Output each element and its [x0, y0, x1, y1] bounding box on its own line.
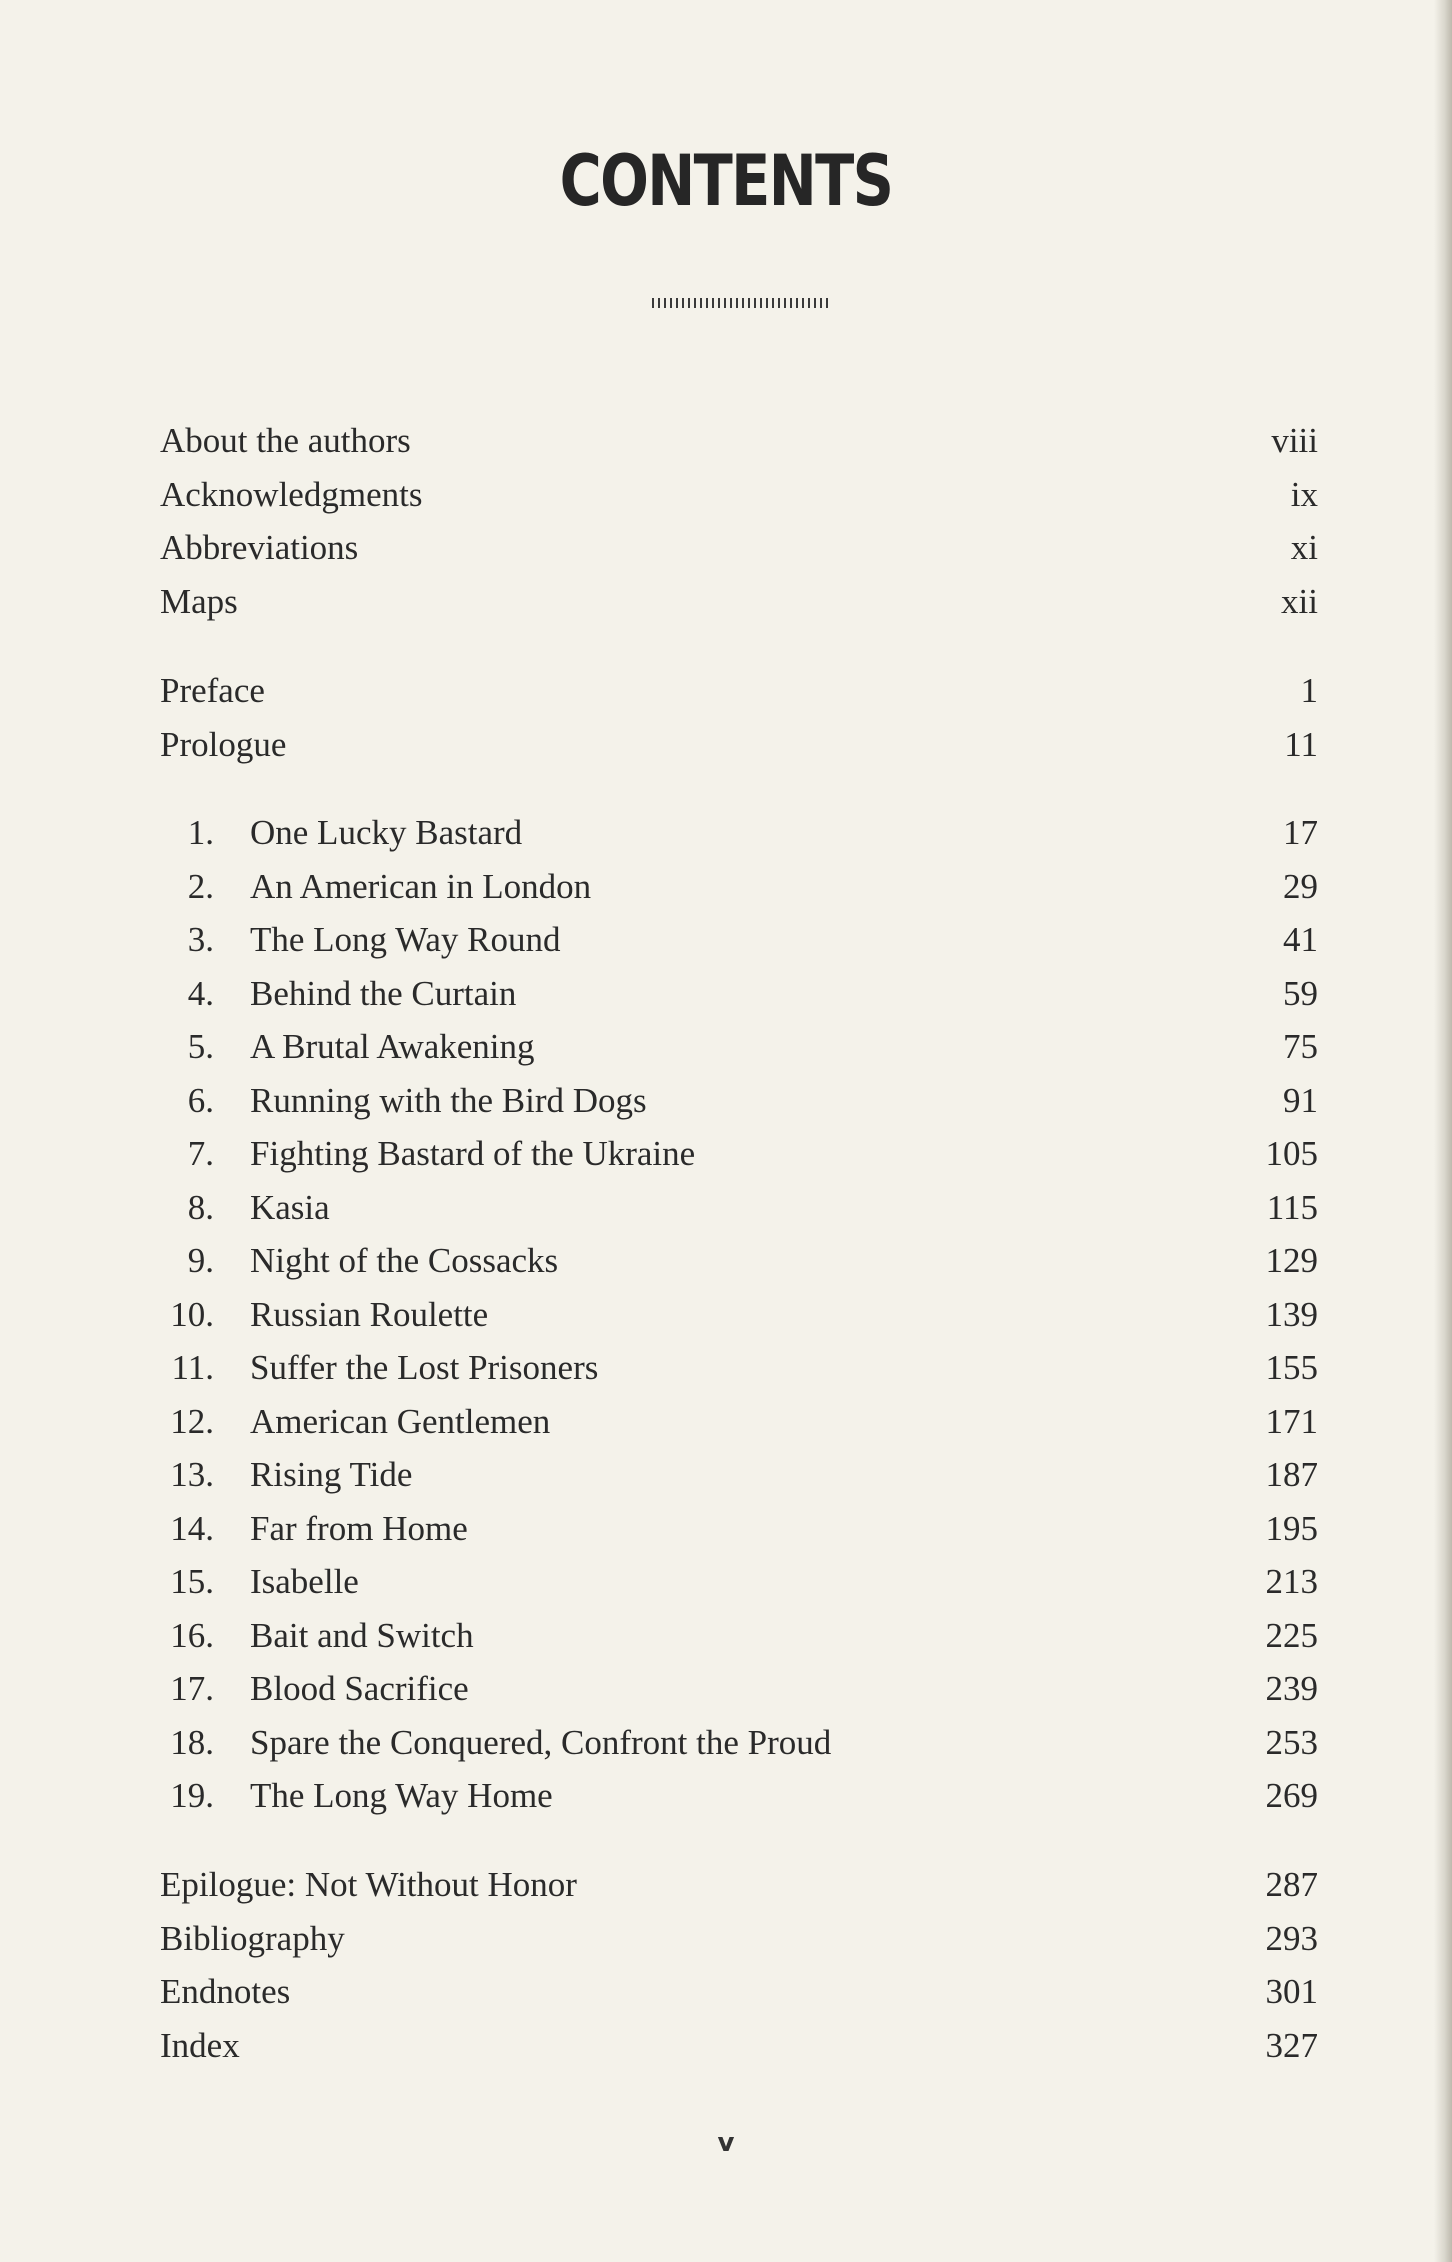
entry-title-text: Far from Home	[250, 1508, 468, 1548]
toc-entry[interactable]	[160, 1771, 1318, 1821]
chapter-number: 11.	[171, 1348, 214, 1387]
toc-entry[interactable]	[160, 1343, 1318, 1393]
toc-entry-title	[160, 470, 422, 520]
toc-entry-page: 91	[1283, 1080, 1318, 1120]
toc-entry-title	[160, 1914, 345, 1964]
chapter-number: 17.	[170, 1669, 214, 1708]
toc-entry[interactable]	[160, 1718, 1318, 1768]
toc-entry-page: 195	[1265, 1508, 1318, 1548]
toc-entry-title	[160, 2021, 240, 2071]
entry-title-text: Night of the Cossacks	[250, 1241, 559, 1280]
toc-entry-page: 225	[1265, 1615, 1318, 1655]
toc-entry[interactable]	[160, 1290, 1318, 1340]
toc-entry-page: 17	[1283, 813, 1318, 852]
toc-entry-title	[160, 1967, 290, 2017]
page-title: CONTENTS	[559, 140, 893, 222]
entry-title-text: Running with the Bird Dogs	[250, 1080, 647, 1120]
toc-entry-page: 253	[1265, 1722, 1318, 1762]
toc-entry-title	[160, 1504, 468, 1554]
title-ornament	[652, 298, 828, 308]
toc-entry-title	[160, 666, 265, 716]
entry-title-text: Preface	[160, 671, 265, 710]
toc-entry-title	[160, 1771, 553, 1821]
toc-entry-title	[160, 1129, 695, 1179]
toc-entry-page: 115	[1266, 1187, 1318, 1227]
toc-entry-title	[160, 720, 286, 770]
toc-entry-page: 327	[1265, 2025, 1318, 2065]
toc-entry-page: 129	[1265, 1241, 1318, 1280]
toc-entry[interactable]	[160, 1450, 1318, 1500]
entry-title-text: Abbreviations	[160, 528, 359, 567]
entry-title-text: Rising Tide	[250, 1455, 413, 1494]
toc-entry-title	[160, 416, 411, 466]
chapter-number: 12.	[170, 1401, 214, 1441]
entry-title-text: Index	[160, 2025, 240, 2065]
toc-entry[interactable]	[160, 720, 1318, 770]
toc-entry[interactable]	[160, 1664, 1318, 1714]
toc-entry[interactable]	[160, 969, 1318, 1019]
toc-entry-page: 29	[1283, 866, 1318, 906]
page-number: v	[717, 2128, 735, 2158]
toc-entry-page: 287	[1265, 1865, 1318, 1904]
toc-entry-page: 41	[1283, 920, 1318, 959]
entry-title-text: Endnotes	[160, 1972, 291, 2011]
chapter-number: 6.	[187, 1080, 214, 1120]
entry-title-text: Blood Sacrifice	[250, 1669, 469, 1708]
entry-title-text: Isabelle	[250, 1562, 359, 1601]
toc-entry-title	[160, 1664, 469, 1714]
toc-entry-title	[160, 1557, 359, 1607]
entry-title-text: Maps	[160, 581, 238, 621]
toc-entry[interactable]	[160, 1914, 1318, 1964]
toc-entry-title	[160, 1290, 488, 1340]
toc-entry-title	[160, 862, 591, 912]
entry-title-text: American Gentlemen	[250, 1401, 551, 1441]
toc-entry[interactable]	[160, 1557, 1318, 1607]
chapter-number: 19.	[170, 1776, 214, 1815]
page-edge	[1434, 0, 1452, 2262]
toc-entry[interactable]	[160, 2021, 1318, 2071]
toc-entry[interactable]	[160, 1504, 1318, 1554]
entry-title-text: An American in London	[250, 866, 592, 906]
toc-entry-page: 59	[1283, 973, 1318, 1013]
entry-title-text: Spare the Conquered, Confront the Proud	[250, 1722, 832, 1762]
toc-entry-page: ix	[1290, 474, 1318, 514]
entry-title-text: Kasia	[250, 1187, 330, 1227]
toc-entry[interactable]	[160, 416, 1318, 466]
toc-entry-title	[160, 523, 358, 573]
toc-entry-page: viii	[1271, 421, 1318, 460]
toc-entry[interactable]	[160, 1076, 1318, 1126]
toc-entry-page: 187	[1265, 1455, 1318, 1494]
toc-entry-page: 105	[1265, 1134, 1318, 1173]
chapter-number: 3.	[187, 920, 214, 959]
entry-title-text: Fighting Bastard of the Ukraine	[250, 1134, 696, 1173]
toc-entry[interactable]	[160, 862, 1318, 912]
toc-entry-page: 155	[1265, 1348, 1318, 1387]
entry-title-text: Behind the Curtain	[250, 973, 517, 1013]
toc-entry-title	[160, 915, 561, 965]
toc-entry-page: 171	[1265, 1401, 1318, 1441]
toc-entry-title	[160, 969, 516, 1019]
toc-entry[interactable]	[160, 470, 1318, 520]
toc-entry[interactable]	[160, 1860, 1318, 1910]
entry-title-text: Russian Roulette	[250, 1294, 489, 1334]
toc-entry[interactable]	[160, 666, 1318, 716]
toc-entry-title	[160, 1076, 647, 1126]
toc-entry[interactable]	[160, 808, 1318, 858]
entry-title-text: Acknowledgments	[160, 474, 423, 514]
toc-entry-page: 213	[1265, 1562, 1318, 1601]
toc-entry[interactable]	[160, 915, 1318, 965]
entry-title-text: Bibliography	[160, 1918, 345, 1958]
toc-entry-title	[160, 1343, 598, 1393]
toc-entry-page: 301	[1265, 1972, 1318, 2011]
toc-entry-title	[160, 808, 522, 858]
toc-entry-page: 75	[1283, 1027, 1318, 1066]
toc-entry[interactable]	[160, 1967, 1318, 2017]
entry-title-text: One Lucky Bastard	[250, 813, 523, 852]
entry-title-text: Prologue	[160, 724, 287, 764]
chapter-number: 15.	[170, 1562, 214, 1601]
toc-entry-page: 139	[1265, 1294, 1318, 1334]
toc-entry-title	[160, 1022, 535, 1072]
entry-title-text: The Long Way Round	[250, 920, 561, 959]
toc-entry-title	[160, 1183, 330, 1233]
toc-entry-title	[160, 577, 238, 627]
toc-entry-page: 1	[1300, 671, 1318, 710]
toc-entry-title	[160, 1718, 831, 1768]
toc-entry-title	[160, 1450, 412, 1500]
chapter-number: 2.	[187, 866, 214, 906]
chapter-number: 1.	[187, 813, 214, 852]
chapter-number: 4.	[187, 973, 214, 1013]
toc-entry[interactable]	[160, 1397, 1318, 1447]
entry-title-text: About the authors	[160, 421, 411, 460]
toc-entry-title	[160, 1611, 474, 1661]
chapter-number: 18.	[170, 1722, 214, 1762]
toc-entry-title	[160, 1860, 577, 1910]
chapter-number: 16.	[170, 1615, 214, 1655]
entry-title-text: Suffer the Lost Prisoners	[250, 1348, 599, 1387]
toc-entry-page: xii	[1281, 581, 1318, 621]
entry-title-text: A Brutal Awakening	[250, 1027, 535, 1066]
toc-entry-page: xi	[1290, 528, 1318, 567]
entry-title-text: Epilogue: Not Without Honor	[160, 1865, 577, 1904]
entry-title-text: The Long Way Home	[250, 1776, 553, 1815]
toc-entry[interactable]	[160, 577, 1318, 627]
toc-entry-page: 239	[1265, 1669, 1318, 1708]
chapter-number: 10.	[170, 1294, 214, 1334]
chapter-number: 14.	[170, 1508, 214, 1548]
toc-entry-title	[160, 1397, 550, 1447]
chapter-number: 8.	[187, 1187, 214, 1227]
toc-entry-page: 11	[1284, 724, 1318, 764]
entry-title-text: Bait and Switch	[250, 1615, 474, 1655]
toc-entry[interactable]	[160, 1183, 1318, 1233]
toc-entry[interactable]	[160, 1236, 1318, 1286]
chapter-number: 5.	[187, 1027, 214, 1066]
toc-entry[interactable]	[160, 523, 1318, 573]
toc-entry-title	[160, 1236, 558, 1286]
chapter-number: 7.	[187, 1134, 214, 1173]
toc-entry[interactable]	[160, 1611, 1318, 1661]
toc-entry-page: 293	[1265, 1918, 1318, 1958]
toc-entry[interactable]	[160, 1129, 1318, 1179]
chapter-number: 13.	[170, 1455, 214, 1494]
toc-entry[interactable]	[160, 1022, 1318, 1072]
chapter-number: 9.	[187, 1241, 214, 1280]
toc-entry-page: 269	[1265, 1776, 1318, 1815]
